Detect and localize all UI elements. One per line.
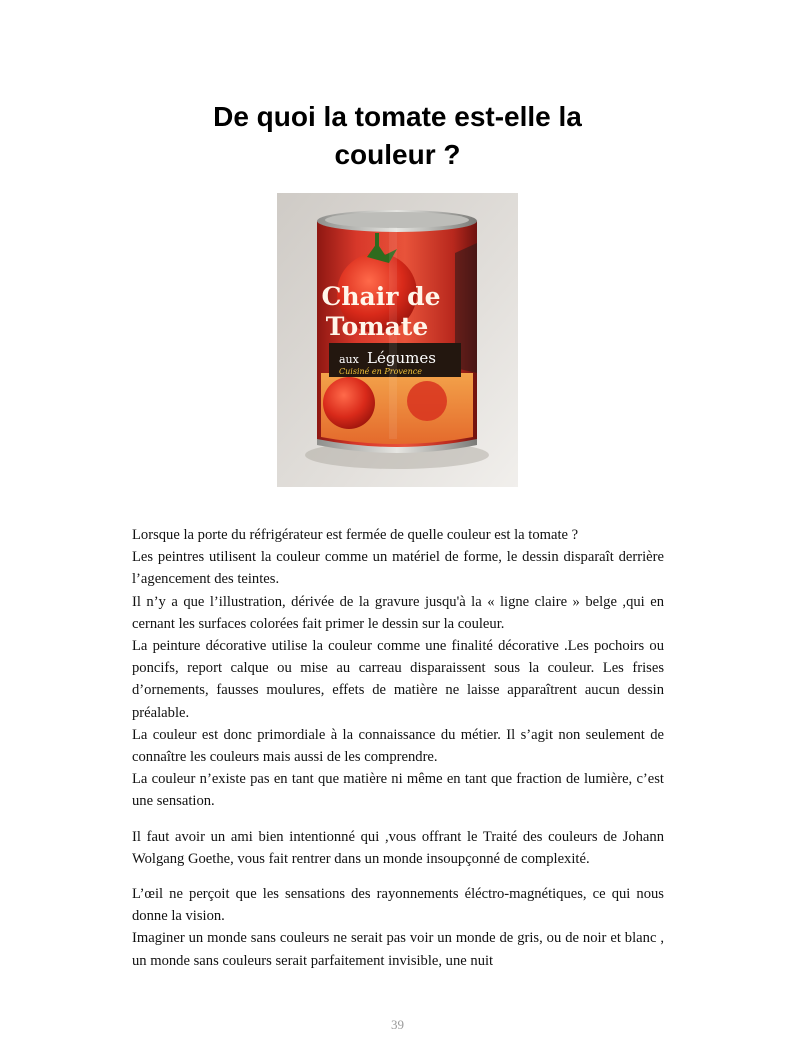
paragraph-1: Lorsque la porte du réfrigérateur est fermée de quelle couleur est la tomate ? [132, 527, 579, 543]
paragraph-9: Imaginer un monde sans couleurs ne serait pas voir un monde de gris, ou de noir et blanc , un monde sans couleurs serait parfaitement invisible, une nuit [132, 930, 664, 969]
tomato-can-photo [277, 193, 518, 487]
paragraph-7: Il faut avoir un ami bien intentionné qui ,vous offrant le Traité des couleurs de Johann Wolgang Goethe, vous fait rentrer dans un monde insoupçonné de complexité. [132, 828, 664, 867]
page-number: 39 [391, 1017, 404, 1032]
title-line-1: De quoi la tomate est-elle la [213, 101, 582, 132]
can-label-line-1: Chair de [321, 282, 441, 311]
can-band-prefix: aux [339, 353, 359, 366]
page-title [120, 98, 675, 174]
body-text [132, 524, 664, 972]
paragraph-3: Il n’y a que l’illustration, dérivée de la gravure jusqu'à la « ligne claire » belge ,qui en cernant les surfaces colorées fait primer le dessin sur la couleur. [132, 593, 664, 632]
can-band-main: Légumes [367, 349, 436, 367]
paragraph-8: L’œil ne perçoit que les sensations des rayonnements éléctro-magnétiques, ce qui nous donne la vision. [132, 886, 664, 925]
can-band-sub: Cuisiné en Provence [339, 367, 422, 376]
paragraph-5: La couleur est donc primordiale à la connaissance du métier. Il s’agit non seulement de connaître les couleurs mais aussi de les comprendre. [132, 726, 664, 766]
paragraph-2: Les peintres utilisent la couleur comme un matériel de forme, le dessin disparaît derrière l’agencement des teintes. [132, 549, 664, 588]
paragraph-6: La couleur n’existe pas en tant que matière ni même en tant que fraction de lumière, c’est une sensation. [132, 771, 664, 810]
paragraph-4: La peinture décorative utilise la couleur comme une finalité décorative .Les pochoirs ou poncifs, report calque ou mise au carreau disparaissent sous la couleur. Les frises d’ornements, fausses moulures, effets de matière ne laisse apparaîtrent aucun dessin préalable. [132, 638, 664, 721]
title-line-2: couleur ? [334, 139, 461, 170]
can-label-line-2: Tomate [325, 312, 429, 341]
